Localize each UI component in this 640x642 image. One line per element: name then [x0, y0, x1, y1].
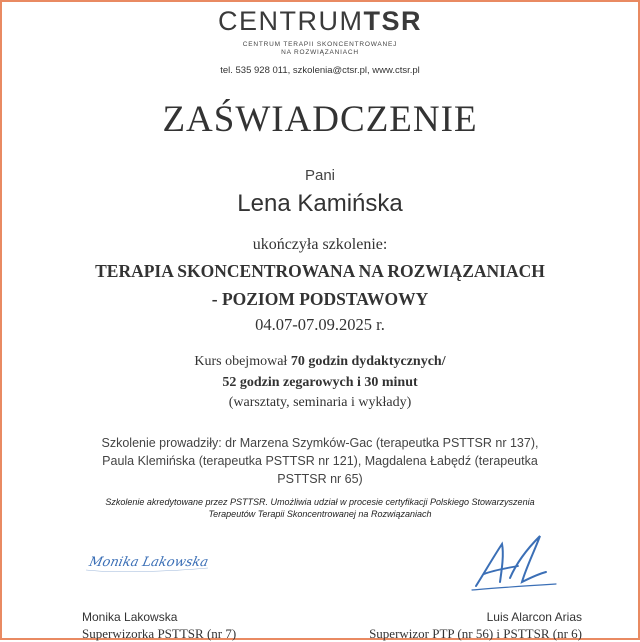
logo-subtitle	[2, 41, 638, 57]
signature-left-script: Monika Lakowska	[87, 555, 210, 570]
logo-text-tsr: TSR	[363, 6, 422, 36]
logo-subtitle-line-1: CENTRUM TERAPII SKONCENTROWANEJ	[242, 41, 398, 48]
contact-info: tel. 535 928 011, szkolenia@ctsr.pl, www.ctsr.pl	[220, 65, 420, 76]
hours-prefix: Kurs obejmował	[194, 354, 291, 369]
certificate-title: ZAŚWIADCZENIE	[162, 99, 478, 140]
signature-right	[464, 530, 564, 595]
signatory-left-name: Monika Lakowska	[82, 610, 178, 624]
logo-text-centrum: CENTRUM	[218, 6, 364, 36]
signatory-right-name: Luis Alarcon Arias	[486, 610, 582, 624]
accreditation-line-2: Terapeutów Terapii Skoncentrowanej na Rozwiązaniach	[208, 509, 432, 519]
instructors-line-1: Szkolenie prowadziły: dr Marzena Szymków-Gac (terapeutka PSTTSR nr 137),	[101, 436, 539, 450]
accreditation-line-1: Szkolenie akredytowane przez PSTTSR. Umożliwia udział w procesie certyfikacji Polskiego Stowarzyszenia	[105, 497, 535, 507]
logo-subtitle-line-2: NA ROZWIĄZANIACH	[281, 49, 359, 56]
ctsr-logo	[2, 6, 638, 37]
hours-didactic: 70 godzin dydaktycznych/	[290, 354, 446, 369]
salutation: Pani	[304, 167, 336, 184]
instructors-line-3: PSTTSR nr 65)	[277, 472, 363, 486]
signature-right-underline	[472, 584, 556, 590]
instructors	[2, 434, 638, 488]
recipient-name: Lena Kamińska	[237, 190, 403, 217]
completed-text: ukończyła szkolenie:	[252, 236, 388, 253]
course-title-line-2: - POZIOM PODSTAWOWY	[211, 289, 429, 309]
signature-right-stroke-1	[476, 544, 503, 586]
signature-left	[84, 540, 214, 580]
accreditation-note	[2, 496, 638, 520]
hours-line-1	[2, 354, 638, 370]
hours-note: (warsztaty, seminaria i wykłady)	[228, 395, 412, 410]
signatory-left-role: Superwizorka PSTTSR (nr 7)	[82, 626, 237, 641]
hours-clock: 52 godzin zegarowych i 30 minut	[222, 375, 418, 390]
instructors-line-2: Paula Klemińska (terapeutka PSTTSR nr 121), Magdalena Łabędź (terapeutka	[102, 454, 538, 468]
course-title-line-1: TERAPIA SKONCENTROWANA NA ROZWIĄZANIACH	[95, 261, 545, 281]
signature-right-stroke-3	[510, 536, 546, 582]
signatory-right-role: Superwizor PTP (nr 56) i PSTTSR (nr 6)	[369, 626, 582, 641]
course-dates: 04.07-07.09.2025 r.	[255, 315, 385, 334]
